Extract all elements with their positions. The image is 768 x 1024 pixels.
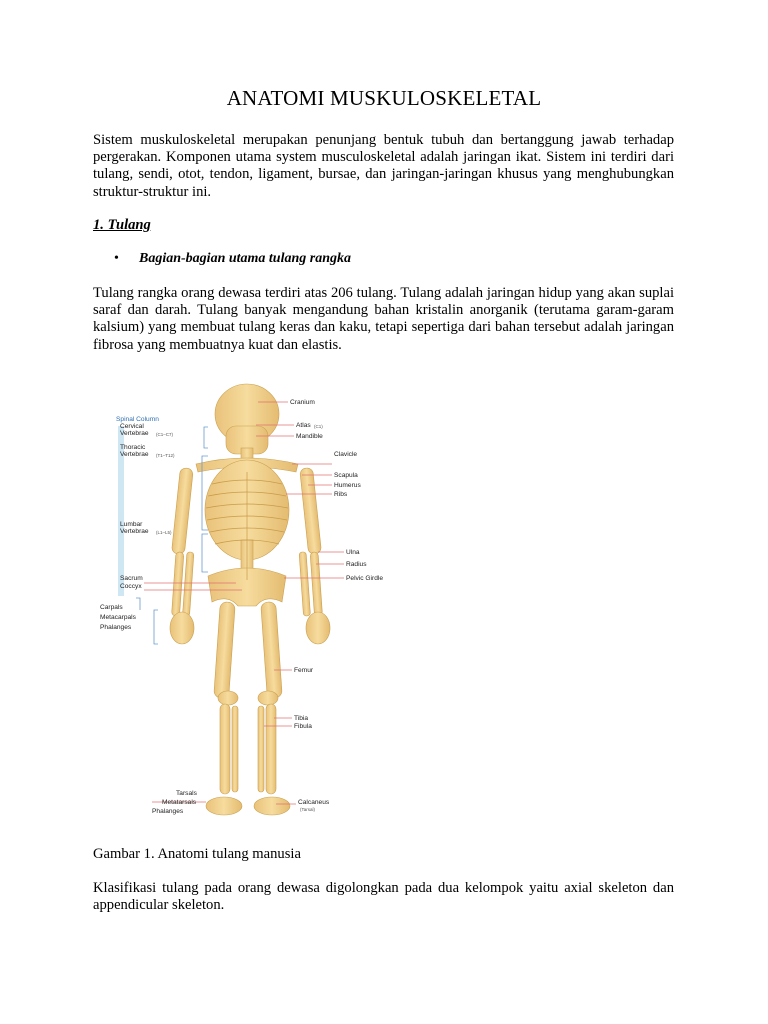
label-thoracic-range: (T1–T12) bbox=[156, 453, 175, 458]
label-sacrum: Sacrum bbox=[120, 575, 143, 582]
classification-paragraph: Klasifikasi tulang pada orang dewasa digolongkan pada dua kelompok yaitu axial skeleton dan appendicular skeleton. bbox=[93, 880, 674, 914]
label-spinal-column: Spinal Column bbox=[116, 416, 159, 423]
label-calcaneus-note: (Tarsal) bbox=[300, 807, 316, 812]
skeleton-bones bbox=[170, 384, 330, 815]
label-thoracic-vertebrae: Vertebrae bbox=[120, 451, 149, 458]
bullet-text: Bagian-bagian utama tulang rangka bbox=[139, 251, 352, 266]
body-paragraph: Tulang rangka orang dewasa terdiri atas 206 tulang. Tulang adalah jaringan hidup yang akan suplai saraf dan darah. Tulang banyak mengandung bahan kristalin anorganik (terutama garam-garam kalsium) yang membuat tulang keras dan kaku, tetapi sepertiga dari bahan tersebut adalah jaringan fibrosa yang membuatnya kuat dan elastis. bbox=[93, 285, 674, 353]
label-atlas-note: (C1) bbox=[314, 424, 323, 429]
bullet-dot-icon: • bbox=[114, 251, 119, 266]
figure-caption: Gambar 1. Anatomi tulang manusia bbox=[93, 846, 301, 862]
label-thoracic: Thoracic bbox=[120, 444, 146, 451]
label-cervical-vertebrae: Vertebrae bbox=[120, 430, 149, 437]
label-carpals: Carpals bbox=[100, 604, 123, 611]
label-humerus: Humerus bbox=[334, 482, 361, 489]
label-femur: Femur bbox=[294, 667, 314, 674]
label-atlas: Atlas bbox=[296, 422, 311, 429]
label-phalanges-foot: Phalanges bbox=[152, 808, 184, 815]
label-clavicle: Clavicle bbox=[334, 451, 358, 458]
label-cervical-range: (C1–C7) bbox=[156, 432, 174, 437]
label-lumbar-range: (L1–L5) bbox=[156, 530, 172, 535]
label-lumbar-vertebrae: Vertebrae bbox=[120, 528, 149, 535]
label-lumbar: Lumbar bbox=[120, 521, 143, 528]
intro-paragraph: Sistem muskuloskeletal merupakan penunjang bentuk tubuh dan bertanggung jawab terhadap pergerakan. Komponen utama system musculoskeletal adalah jaringan ikat. Sistem ini terdiri dari tulang, sendi, otot, tendon, ligament, bursae, dan jaringan-jaringan khusus yang menghubungkan struktur-struktur ini. bbox=[93, 132, 674, 200]
section-heading: 1. Tulang bbox=[93, 217, 151, 233]
label-cranium: Cranium bbox=[290, 399, 315, 406]
label-ribs: Ribs bbox=[334, 491, 348, 498]
label-calcaneus: Calcaneus bbox=[298, 799, 330, 806]
label-scapula: Scapula bbox=[334, 472, 358, 479]
label-tibia: Tibia bbox=[294, 715, 309, 722]
label-mandible: Mandible bbox=[296, 433, 323, 440]
label-pelvic-girdle: Pelvic Girdle bbox=[346, 575, 384, 582]
label-cervical: Cervical bbox=[120, 423, 144, 430]
label-ulna: Ulna bbox=[346, 549, 360, 556]
skeleton-figure bbox=[96, 380, 396, 820]
label-radius: Radius bbox=[346, 561, 367, 568]
label-phalanges-hand: Phalanges bbox=[100, 624, 132, 631]
label-fibula: Fibula bbox=[294, 723, 312, 730]
label-coccyx: Coccyx bbox=[120, 583, 142, 590]
label-metacarpals: Metacarpals bbox=[100, 614, 136, 621]
page-title: ANATOMI MUSKULOSKELETAL bbox=[226, 86, 542, 110]
label-metatarsals: Metatarsals bbox=[162, 799, 197, 806]
label-tarsals: Tarsals bbox=[176, 790, 197, 797]
